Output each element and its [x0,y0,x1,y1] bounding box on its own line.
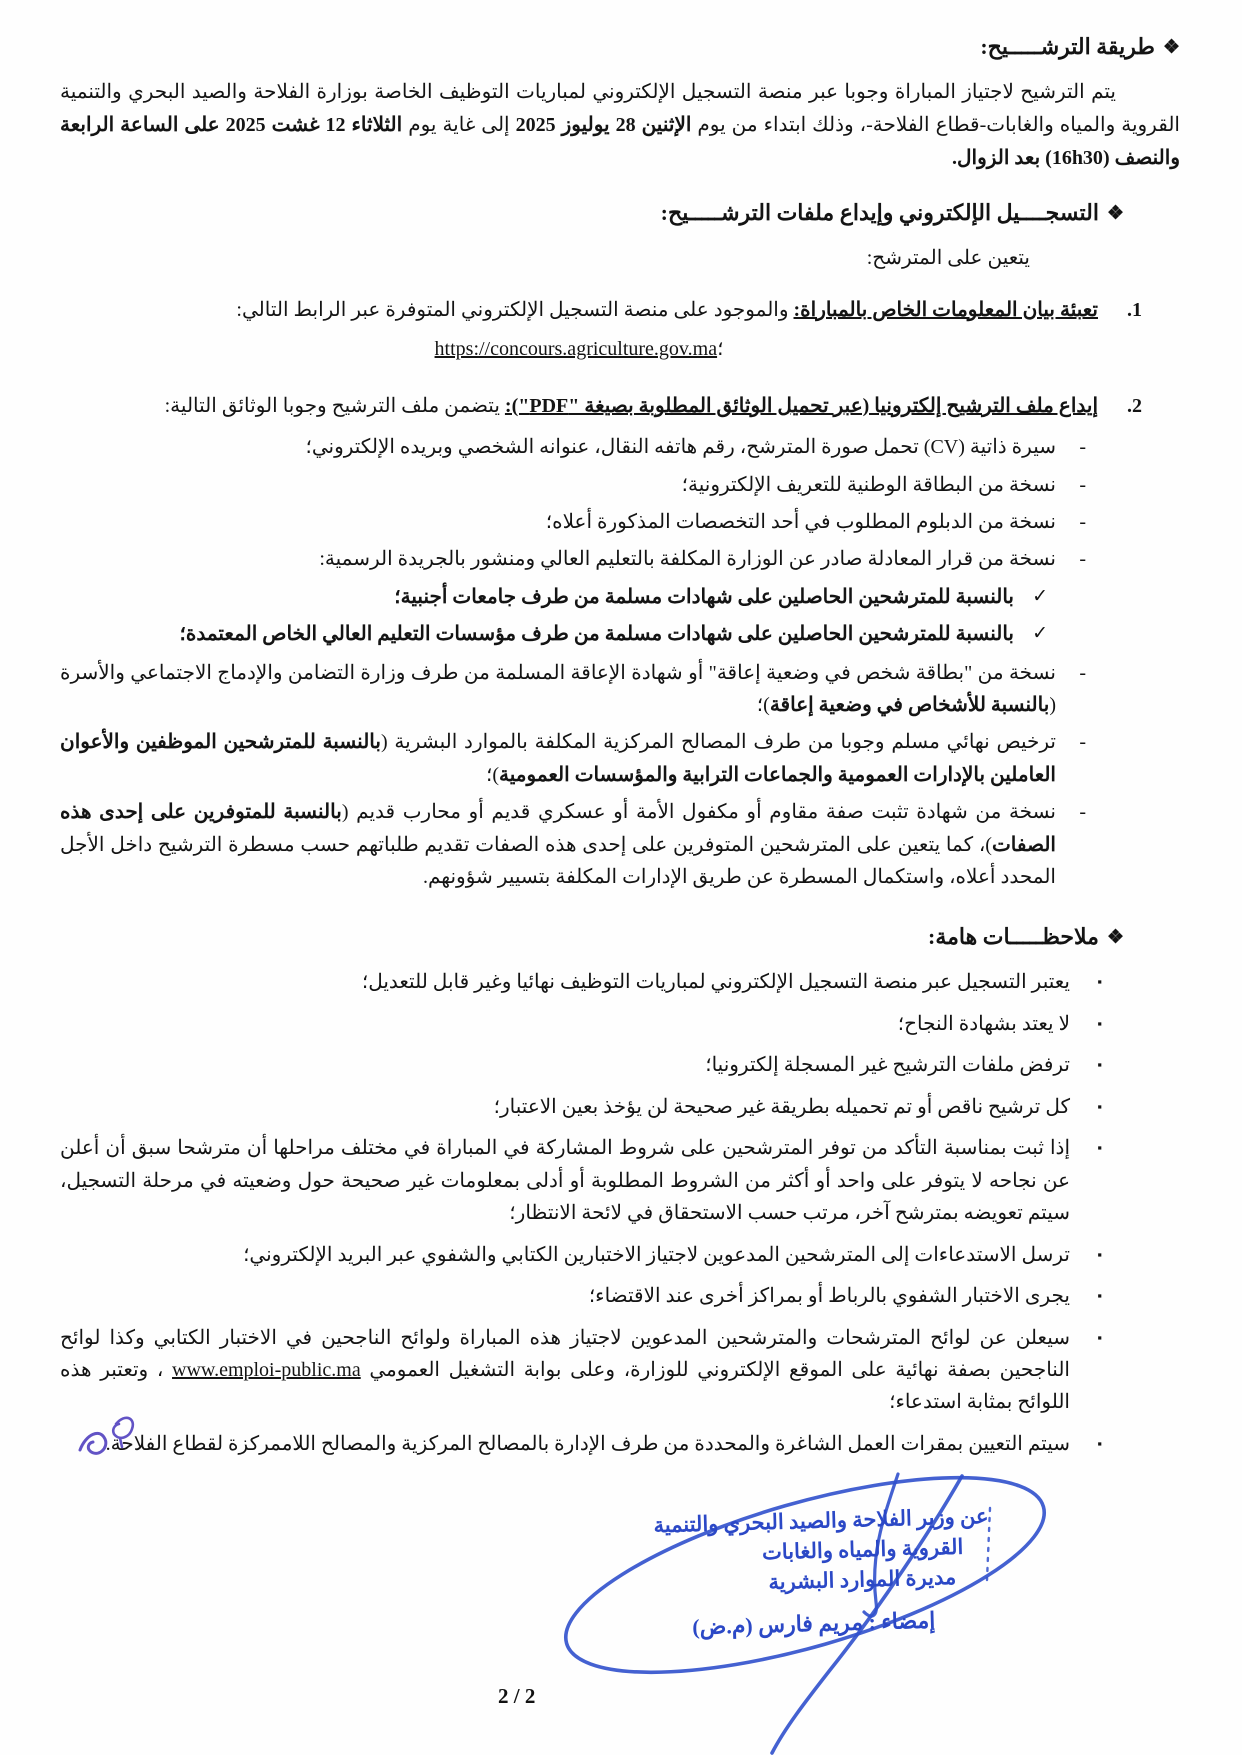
square-bullet-icon: ▪ [1097,1098,1102,1114]
method-title-text: طريقة الترشـــــيح: [980,34,1155,59]
list-item [60,726,1090,791]
link-suffix: ؛ [717,337,724,360]
text-segment: )؛ [486,763,500,786]
text-segment: ترخيص نهائي مسلم وجوبا من طرف المصالح المركزية المكلفة بالموارد البشرية ( [380,731,1056,754]
list-item [60,966,1102,999]
list-item [60,657,1090,722]
square-bullet-icon: ▪ [1097,1057,1102,1073]
numbered-item-1 [60,294,1142,376]
text-segment: سيرة ذاتية (CV) تحمل صورة المترشح، رقم هاتفه النقال، عنوانه الشخصي وبريده الإلكتروني؛ [305,436,1056,459]
list-item [60,1239,1102,1272]
checkmark-icon: ✓ [1032,585,1048,607]
item2-text [165,395,1098,417]
note-text [60,1322,1070,1419]
text-segment: )؛ [756,694,770,717]
square-bullet-icon: ▪ [1097,1140,1102,1156]
notes-section-title [60,924,1124,950]
list-item [60,506,1090,538]
registration-title-text: التسجــــيل الإلكتروني وإيداع ملفات الترشـــــيح: [660,199,1099,225]
text-segment: يعتبر التسجيل عبر منصة التسجيل الإلكتروني لمباريات التوظيف نهائيا وغير قابل للتعديل؛ [361,971,1070,994]
note-text [60,1239,1070,1272]
list-item [60,581,1048,614]
square-bullet-icon: ▪ [1097,974,1102,990]
document-text [60,543,1056,575]
stamp-text [558,1502,992,1647]
item1-text [236,299,1098,321]
registration-section-title [60,200,1124,226]
text-segment: بالنسبة للمترشحين الحاصلين على شهادات مسلمة من طرف مؤسسات التعليم العالي الخاص المعتمدة؛ [179,622,1014,645]
text-segment: الإثنين 28 يوليوز 2025 [515,114,692,137]
square-bullet-icon: ▪ [1097,1246,1102,1262]
text-segment: إيداع ملف الترشيح إلكترونيا (عبر تحميل الوثائق المطلوبة بصيغة "PDF"): [504,394,1098,417]
registration-intro: يتعين على المترشح: [866,246,1030,269]
page-number: 2 / 2 [498,1684,536,1708]
list-item [60,1091,1102,1124]
text-segment: بالنسبة للمتوفرين على إحدى هذه الصفات [60,801,1056,856]
list-item [60,469,1090,501]
text-segment: إذا ثبت بمناسبة التأكد من توفر المترشحين على شروط المشاركة في المباراة في مختلف مراحلها أن مترشحا سبق أن أعلن عن نجاحه لا يتوفر على واحد أو أكثر من الشروط المطلوبة أو أدلى بمعلومات غير صحيحة حول وضعيته في مرحلة التسجيل، سيتم تعويضه بمترشح آخر، مرتب حسب الاستحقاق في لائحة الانتظار؛ [60,1137,1070,1225]
square-bullet-icon: ▪ [1097,1288,1102,1304]
list-item [60,1322,1102,1419]
square-bullet-icon: ▪ [1097,1015,1102,1031]
note-text [60,966,1070,999]
text-segment: يجرى الاختبار الشفوي بالرباط أو بمراكز أخرى عند الاقتضاء؛ [588,1285,1070,1308]
note-text [60,1132,1070,1229]
text-segment: ، وتعتبر هذه اللوائح بمثابة استدعاء؛ [60,1358,1070,1414]
note-text [60,1280,1070,1313]
signature-block [0,1470,1242,1755]
document-text [60,657,1056,722]
document-text [60,796,1056,893]
stamp-line: عن وزير الفلاحة والصيد البحري والتنمية [653,1504,989,1538]
check-text [60,581,1014,614]
note-text [60,1049,1070,1082]
emploi-public-link[interactable]: www.emploi-public.ma [172,1358,361,1381]
list-item [60,1132,1102,1229]
text-segment: بالنسبة للأشخاص في وضعية إعاقة [769,694,1050,717]
stamp-line: إمضاء : مريم فارس (م.ض) [691,1607,936,1640]
registration-link-line [60,333,1098,366]
text-segment: تعبئة بيان المعلومات الخاص بالمباراة: [793,298,1098,321]
stamp-line: القروية والمياه والغابات [761,1534,964,1565]
numbered-item-2 [60,390,1142,898]
text-segment: بالنسبة للمترشحين الموظفين والأعوان العاملين بالإدارات العمومية والجماعات الترابية والمؤسسات العمومية [60,731,1056,786]
item-number: 2. [1127,394,1142,417]
handwritten-initials-ink [68,1408,146,1472]
diamond-bullet-icon: ❖ [1162,37,1180,58]
method-section-title [60,34,1180,60]
diamond-bullet-icon: ❖ [1106,202,1124,224]
dash-bullet-icon: - [1079,436,1086,459]
text-segment: يتم الترشيح لاجتياز المباراة وجوبا عبر منصة التسجيل الإلكتروني لمباريات التوظيف الخاصة بوزارة الفلاحة والصيد البحري والتنمية القروية والمياه والغابات-قطاع الفلاحة-، وذلك ابتداء من يوم [60,81,1180,137]
note-text [60,1091,1070,1124]
text-segment: نسخة من "بطاقة شخص في وضعية إعاقة" أو شهادة الإعاقة المسلمة من طرف وزارة التضامن والإدماج الاجتماعي والأسرة ( [60,661,1056,717]
method-paragraph [60,76,1180,176]
document-text [60,431,1056,463]
square-bullet-icon: ▪ [1097,1435,1102,1451]
dash-bullet-icon: - [1079,801,1086,824]
document-text [60,469,1056,501]
concours-platform-link[interactable]: https://concours.agriculture.gov.ma [434,337,718,360]
text-segment: نسخة من البطاقة الوطنية للتعريف الإلكترونية؛ [681,473,1056,496]
text-segment: بالنسبة للمترشحين الحاصلين على شهادات مسلمة من طرف جامعات أجنبية؛ [394,585,1014,608]
text-segment: الثلاثاء 12 غشت 2025 على الساعة الرابعة والنصف (16h30) بعد الزوال. [60,114,1180,170]
list-item [60,543,1090,575]
text-segment: )، كما يتعين على المترشحين المتوفرين على إحدى هذه الصفات تقديم طلباتهم حسب مسطرة الترشيح داخل الأجل المحدد أعلاه، واستكمال المسطرة عن طريق الإدارات المكلفة بتسيير شؤونهم. [60,833,1056,889]
dash-bullet-icon: - [1079,731,1086,754]
diamond-bullet-icon: ❖ [1106,927,1124,949]
text-segment: نسخة من الدبلوم المطلوب في أحد التخصصات المذكورة أعلاه؛ [545,510,1056,533]
list-item [60,1428,1102,1461]
list-item [60,431,1090,463]
dash-bullet-icon: - [1079,510,1086,533]
square-bullet-icon: ▪ [1097,1329,1102,1345]
note-text [60,1008,1070,1041]
list-item [60,796,1090,893]
list-item [60,1008,1102,1041]
text-segment: والموجود على منصة التسجيل الإلكتروني المتوفرة عبر الرابط التالي: [236,298,794,321]
text-segment: سيتم التعيين بمقرات العمل الشاغرة والمحددة من طرف الإدارة بالمصالح المركزية والمصالح اللاممركزة لقطاع الفلاحة. [105,1432,1070,1455]
dash-bullet-icon: - [1079,473,1086,496]
check-text [60,618,1014,651]
important-notes-list [60,966,1102,1460]
document-text [60,726,1056,791]
dash-bullet-icon: - [1079,661,1086,684]
checkmark-icon: ✓ [1032,622,1048,644]
text-segment: لا يعتد بشهادة النجاح؛ [897,1012,1070,1035]
dash-bullet-icon: - [1079,548,1086,571]
text-segment: نسخة من قرار المعادلة صادر عن الوزارة المكلفة بالتعليم العالي ومنشور بالجريدة الرسمية: [319,548,1056,571]
text-segment: سيعلن عن لوائح المترشحات والمترشحين المدعوين لاجتياز هذه المباراة ولوائح الناجحين في الاختبار الكتابي وكذا لوائح الناجحين بصفة نهائية على الموقع الإلكتروني للوزارة، وعلى بوابة التشغيل العمومي [60,1326,1070,1381]
text-segment: نسخة من شهادة تثبت صفة مقاوم أو مكفول الأمة أو عسكري قديم أو محارب قديم ( [341,801,1056,824]
text-segment: ترفض ملفات الترشيح غير المسجلة إلكترونيا؛ [705,1054,1070,1077]
list-item [60,1280,1102,1313]
item-number: 1. [1127,298,1142,321]
document-text [60,506,1056,538]
stamp-line: مديرة الموارد البشرية [768,1564,957,1594]
text-segment: ترسل الاستدعاءات إلى المترشحين المدعوين لاجتياز الاختبارين الكتابي والشفوي عبر البريد الإلكتروني؛ [243,1243,1070,1266]
text-segment: يتضمن ملف الترشيح وجوبا الوثائق التالية: [164,394,505,417]
text-segment: إلى غاية يوم [402,114,516,137]
equivalence-cases-list [60,581,1048,651]
required-documents-list [60,431,1090,893]
note-text [60,1428,1070,1461]
list-item [60,1049,1102,1082]
list-item [60,618,1048,651]
text-segment: كل ترشيح ناقص أو تم تحميله بطريقة غير صحيحة لن يؤخذ بعين الاعتبار؛ [493,1095,1070,1118]
notes-title-text: ملاحظـــــات هامة: [928,924,1099,950]
